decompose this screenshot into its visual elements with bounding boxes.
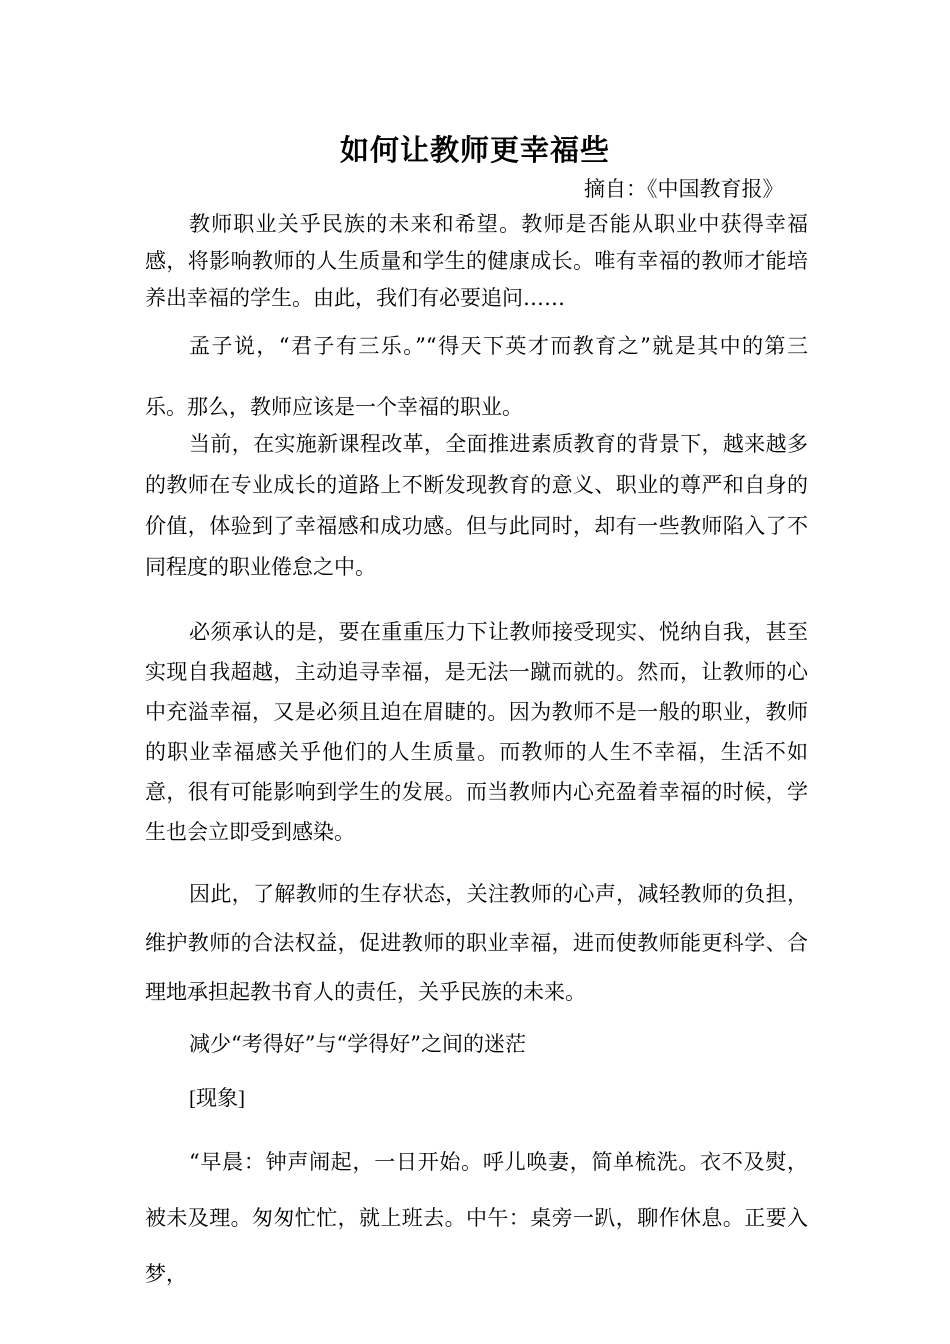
paragraph-intro: 教师职业关乎民族的未来和希望。教师是否能从职业中获得幸福感，将影响教师的人生质量和学生的健康成长。唯有幸福的教师才能培养出幸福的学生。由此，我们有必要追问……	[145, 212, 808, 310]
article-source: 摘自：《中国教育报》	[584, 177, 784, 201]
paragraph-mencius: 孟子说，“君子有三乐。”“得天下英才而教育之”就是其中的第三乐。那么，教师应该是一个幸福的职业。	[145, 334, 808, 419]
article-title: 如何让教师更幸福些	[339, 133, 610, 167]
section-heading: 减少“考得好”与“学得好”之间的迷茫	[189, 1032, 526, 1056]
paragraph-therefore: 因此，了解教师的生存状态，关注教师的心声，减轻教师的负担，维护教师的合法权益，促进教师的职业幸福，进而使教师能更科学、合理地承担起教书育人的责任，关乎民族的未来。	[145, 882, 808, 1004]
paragraph-must-admit: 必须承认的是，要在重重压力下让教师接受现实、悦纳自我，甚至实现自我超越，主动追寻幸福，是无法一蹴而就的。然而，让教师的心中充溢幸福，又是必须且迫在眉睫的。因为教师不是一般的职业，教师的职业幸福感关乎他们的人生质量。而教师的人生不幸福，生活不如意，很有可能影响到学生的发展。而当教师内心充盈着幸福的时候，学生也会立即受到感染。	[145, 620, 808, 844]
paragraph-morning-verse: “早晨：钟声闹起，一日开始。呼儿唤妻，简单梳洗。衣不及熨，被未及理。匆匆忙忙，就上班去。中午：桌旁一趴，聊作休息。正要入梦，	[145, 1150, 808, 1286]
paragraph-current-situation: 当前，在实施新课程改革，全面推进素质教育的背景下，越来越多的教师在专业成长的道路上不断发现教育的意义、职业的尊严和自身的价值，体验到了幸福感和成功感。但与此同时，却有一些教师陷入了不同程度的职业倦怠之中。	[145, 432, 808, 579]
section-label-phenomenon: [现象]	[189, 1086, 245, 1110]
